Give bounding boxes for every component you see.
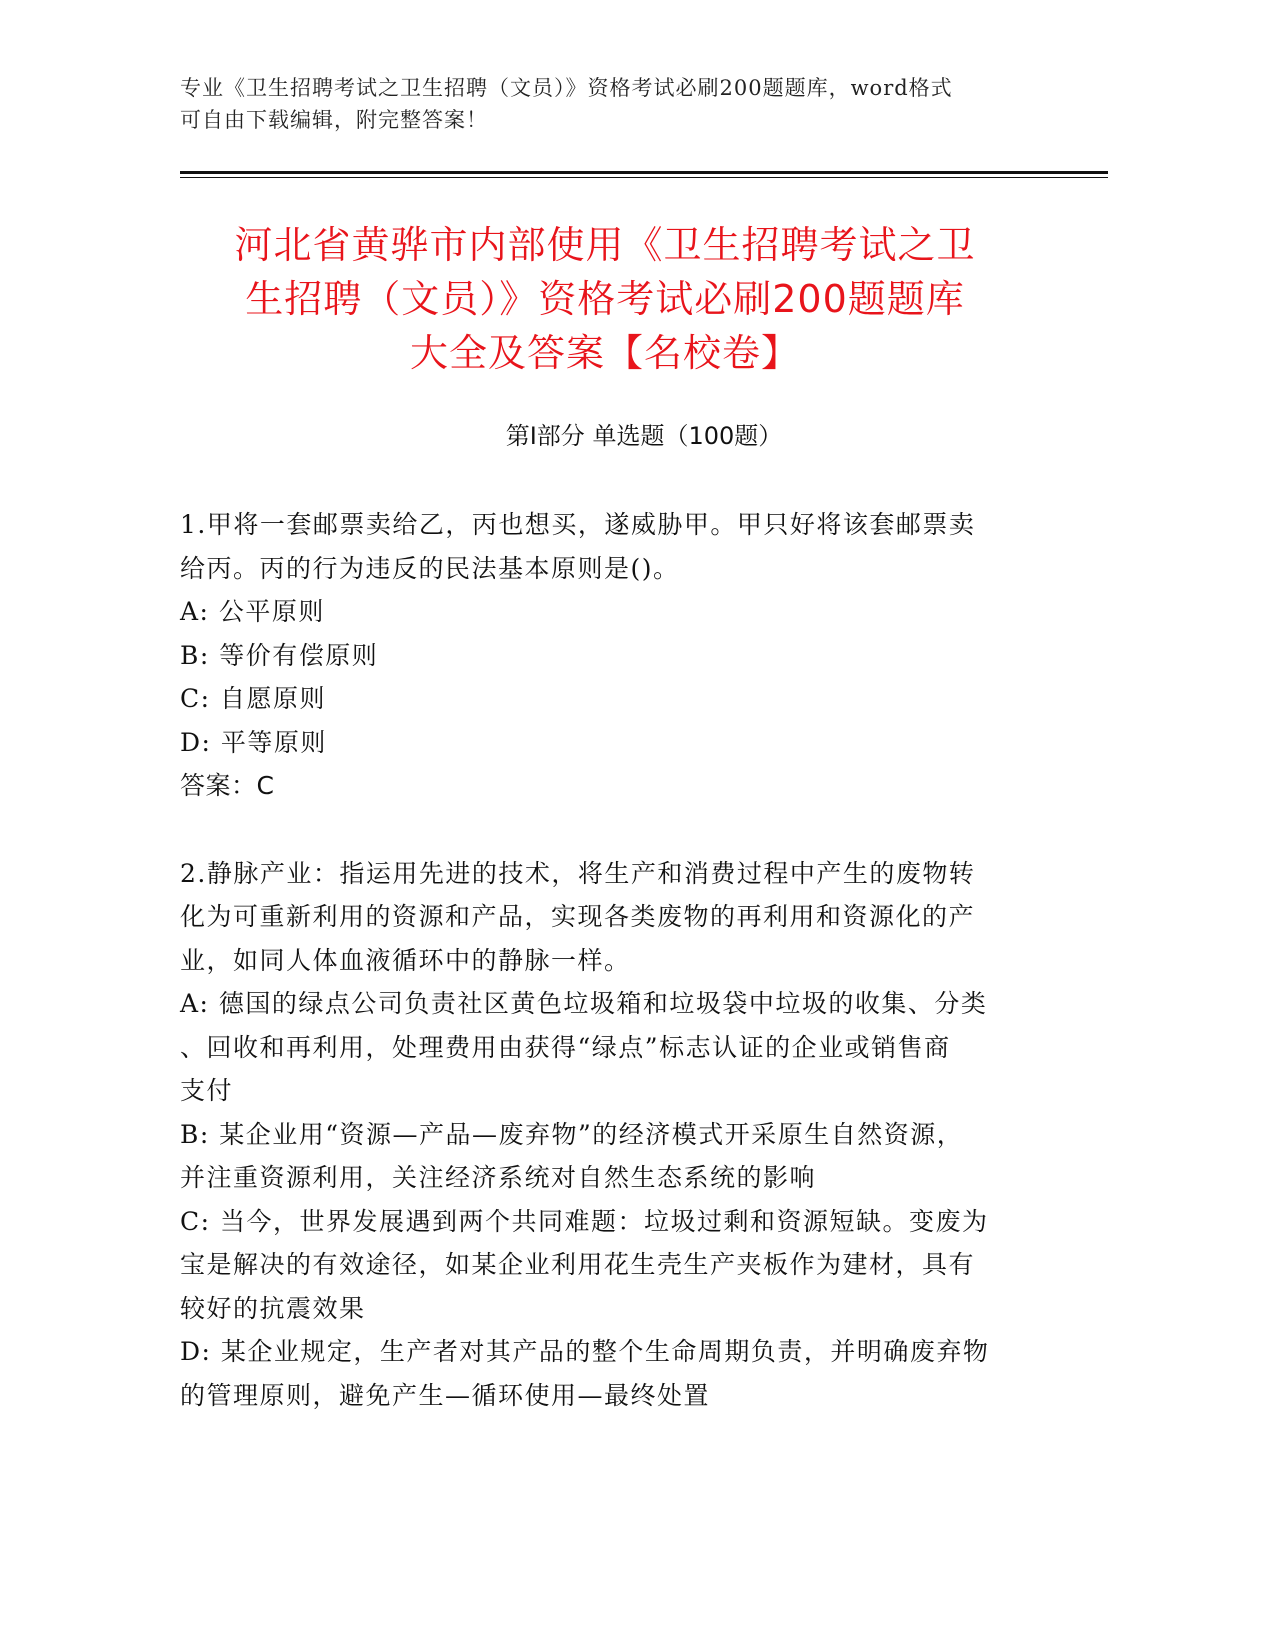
option-d: D: 某企业规定，生产者对其产品的整个生命周期负责，并明确废弃物 xyxy=(180,1337,990,1366)
option-a-continued: 支付 xyxy=(180,1076,234,1105)
question-stem-line: 业，如同人体血液循环中的静脉一样。 xyxy=(180,945,631,975)
option-c-continued: 较好的抗震效果 xyxy=(180,1293,366,1323)
section-title: 第Ⅰ部分 单选题（100题） xyxy=(505,422,783,450)
option-a-continued: 、回收和再利用，处理费用由获得“绿点”标志认证的企业或销售商 xyxy=(180,1032,951,1062)
title-line: 生招聘（文员）》资格考试必刷200题题库 xyxy=(245,277,965,321)
title-line: 大全及答案【名校卷】 xyxy=(409,331,800,375)
option-a: A: 公平原则 xyxy=(180,597,325,626)
option-a: A: 德国的绿点公司负责社区黄色垃圾箱和垃圾袋中垃圾的收集、分类 xyxy=(180,989,988,1018)
question-1 xyxy=(180,503,1060,808)
question-2 xyxy=(180,852,1060,1418)
header-line: 可自由下载编辑，附完整答案！ xyxy=(180,108,488,132)
option-d-continued: 的管理原则，避免产生—循环使用—最终处置 xyxy=(180,1380,711,1410)
option-b: B: 某企业用“资源—产品—废弃物”的经济模式开采原生自然资源， xyxy=(180,1119,964,1149)
header-line: 专业《卫生招聘考试之卫生招聘（文员）》资格考试必刷200题题库，word格式 xyxy=(180,76,953,100)
page-header xyxy=(180,72,1030,136)
header-divider-thick xyxy=(180,171,1108,174)
question-list xyxy=(180,503,1060,1417)
document-title xyxy=(160,218,1050,380)
option-b: B: 等价有偿原则 xyxy=(180,640,379,670)
question-stem-line: 给丙。丙的行为违反的民法基本原则是()。 xyxy=(180,553,680,583)
option-c: C: 自愿原则 xyxy=(180,684,326,713)
option-c: C: 当今，世界发展遇到两个共同难题：垃圾过剩和资源短缺。变废为 xyxy=(180,1206,989,1236)
title-line: 河北省黄骅市内部使用《卫生招聘考试之卫 xyxy=(234,223,976,267)
answer-label: 答案：C xyxy=(180,771,275,800)
option-b-continued: 并注重资源利用，关注经济系统对自然生态系统的影响 xyxy=(180,1163,817,1192)
question-spacer xyxy=(180,808,1060,852)
question-stem-line: 化为可重新利用的资源和产品，实现各类废物的再利用和资源化的产 xyxy=(180,902,976,931)
option-c-continued: 宝是解决的有效途径，如某企业利用花生壳生产夹板作为建材，具有 xyxy=(180,1250,976,1279)
question-stem-line: 1.甲将一套邮票卖给乙，丙也想买，遂威胁甲。甲只好将该套邮票卖 xyxy=(180,510,976,539)
header-divider-thin xyxy=(180,177,1108,178)
question-stem-line: 2.静脉产业：指运用先进的技术，将生产和消费过程中产生的废物转 xyxy=(180,858,976,888)
option-d: D: 平等原则 xyxy=(180,727,327,757)
